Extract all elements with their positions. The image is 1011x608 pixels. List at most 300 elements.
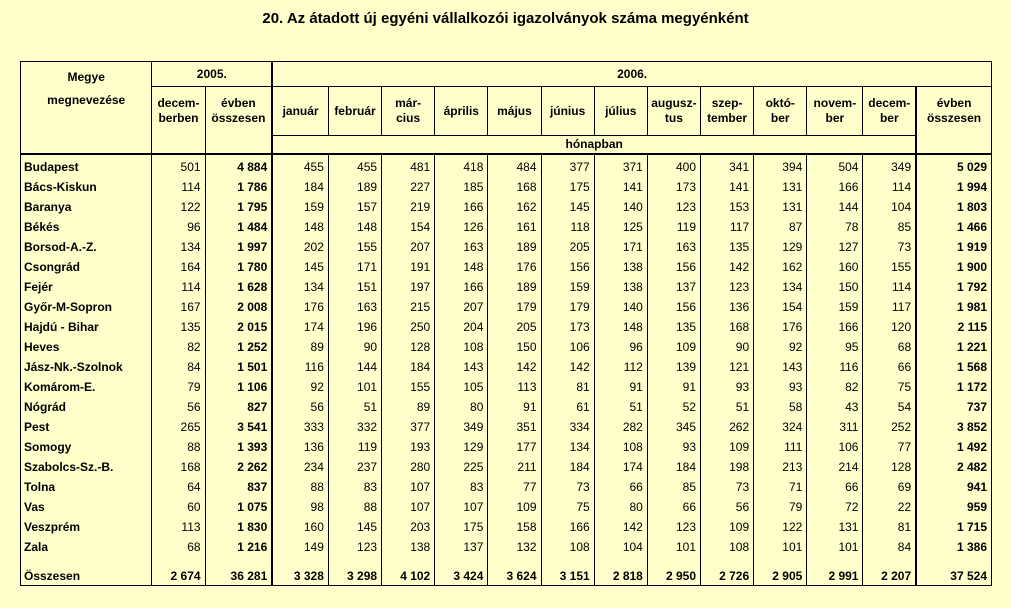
value-2006-total: 2 482 — [916, 457, 991, 477]
value-2006-total: 2 115 — [916, 317, 991, 337]
value-2006-month: 143 — [754, 357, 807, 377]
value-2006-month: 91 — [488, 397, 541, 417]
value-2006-month: 166 — [807, 317, 863, 337]
megye-header-line2: megnevezése — [47, 93, 126, 107]
value-2006-month: 138 — [594, 257, 647, 277]
value-2006-month: 332 — [328, 417, 381, 437]
month-header-12 — [863, 87, 916, 136]
value-2006-month: 156 — [647, 297, 700, 317]
value-2006-month: 52 — [647, 397, 700, 417]
value-2006-month: 66 — [807, 477, 863, 497]
value-2005-december: 88 — [152, 437, 205, 457]
value-2006-month: 154 — [382, 217, 435, 237]
value-2006-month: 345 — [647, 417, 700, 437]
value-2006-month: 484 — [488, 154, 541, 177]
county-name: Fejér — [21, 277, 152, 297]
value-2005-december: 68 — [152, 537, 205, 557]
value-2006-month: 184 — [541, 457, 594, 477]
value-2006-month: 349 — [863, 154, 916, 177]
month-header-7-line1: július — [605, 103, 637, 118]
value-2005-total: 837 — [205, 477, 272, 497]
value-2005-december: 134 — [152, 237, 205, 257]
value-2006-month: 184 — [272, 177, 328, 197]
month-header-2 — [328, 87, 381, 136]
value-2006-month: 150 — [488, 337, 541, 357]
value-2006-month: 101 — [647, 537, 700, 557]
value-2006-month: 81 — [541, 377, 594, 397]
value-2006-month: 173 — [541, 317, 594, 337]
table-row — [21, 517, 992, 537]
value-2005-december: 113 — [152, 517, 205, 537]
value-2006-month: 69 — [863, 477, 916, 497]
value-2006-month: 3 151 — [541, 557, 594, 586]
value-2006-month: 135 — [647, 317, 700, 337]
honapban-header: hónapban — [272, 136, 916, 155]
value-2006-month: 143 — [435, 357, 488, 377]
value-2005-total: 1 780 — [205, 257, 272, 277]
value-2006-total: 1 172 — [916, 377, 991, 397]
month-header-9 — [701, 87, 754, 136]
table-row — [21, 437, 992, 457]
value-2006-month: 219 — [382, 197, 435, 217]
value-2006-month: 128 — [863, 457, 916, 477]
value-2006-month: 215 — [382, 297, 435, 317]
value-2006-month: 117 — [863, 297, 916, 317]
value-2006-month: 377 — [382, 417, 435, 437]
value-2006-month: 51 — [594, 397, 647, 417]
table-row — [21, 337, 992, 357]
month-header-2-line1: február — [334, 103, 376, 118]
value-2006-month: 106 — [807, 437, 863, 457]
value-2006-month: 156 — [647, 257, 700, 277]
value-2006-month: 225 — [435, 457, 488, 477]
col-2005-december-header-line1: decem- — [157, 96, 200, 111]
value-2006-month: 171 — [328, 257, 381, 277]
value-2006-month: 89 — [382, 397, 435, 417]
table-row — [21, 397, 992, 417]
value-2006-total: 1 386 — [916, 537, 991, 557]
value-2006-month: 4 102 — [382, 557, 435, 586]
value-2006-month: 101 — [754, 537, 807, 557]
value-2006-month: 159 — [807, 297, 863, 317]
value-2006-month: 185 — [435, 177, 488, 197]
table-row — [21, 457, 992, 477]
value-2006-month: 123 — [328, 537, 381, 557]
value-2006-month: 136 — [272, 437, 328, 457]
value-2006-month: 134 — [272, 277, 328, 297]
value-2006-month: 250 — [382, 317, 435, 337]
county-name: Békés — [21, 217, 152, 237]
value-2006-month: 377 — [541, 154, 594, 177]
value-2005-total: 36 281 — [205, 557, 272, 586]
table-row — [21, 154, 992, 177]
col-2005-total-header — [205, 87, 272, 136]
value-2006-month: 145 — [272, 257, 328, 277]
value-2006-month: 93 — [647, 437, 700, 457]
table-row — [21, 297, 992, 317]
value-2006-month: 136 — [701, 297, 754, 317]
value-2006-month: 174 — [272, 317, 328, 337]
value-2006-month: 2 818 — [594, 557, 647, 586]
value-2006-month: 131 — [807, 517, 863, 537]
value-2006-month: 3 298 — [328, 557, 381, 586]
value-2006-month: 2 726 — [701, 557, 754, 586]
value-2006-total: 1 568 — [916, 357, 991, 377]
value-2005-total: 2 262 — [205, 457, 272, 477]
county-name: Pest — [21, 417, 152, 437]
col-2005-total-header-line2: összesen — [211, 111, 266, 126]
value-2005-december: 122 — [152, 197, 205, 217]
month-header-12-line1: decem- — [868, 96, 911, 110]
value-2006-month: 107 — [382, 497, 435, 517]
value-2006-month: 92 — [272, 377, 328, 397]
value-2006-month: 140 — [594, 297, 647, 317]
value-2005-total: 4 884 — [205, 154, 272, 177]
value-2005-december: 64 — [152, 477, 205, 497]
year-2006-header: 2006. — [272, 62, 991, 87]
value-2006-month: 175 — [435, 517, 488, 537]
value-2006-month: 158 — [488, 517, 541, 537]
table-row — [21, 277, 992, 297]
value-2006-month: 129 — [435, 437, 488, 457]
value-2006-month: 108 — [435, 337, 488, 357]
value-2006-month: 157 — [328, 197, 381, 217]
month-header-8 — [647, 87, 700, 136]
value-2006-month: 56 — [701, 497, 754, 517]
value-2006-month: 351 — [488, 417, 541, 437]
value-2006-month: 3 328 — [272, 557, 328, 586]
value-2006-month: 80 — [594, 497, 647, 517]
month-header-3-line1: már- — [395, 96, 422, 110]
value-2006-month: 2 207 — [863, 557, 916, 586]
value-2006-month: 75 — [541, 497, 594, 517]
month-header-12-line2: ber — [879, 111, 899, 125]
value-2006-month: 2 991 — [807, 557, 863, 586]
value-2006-month: 189 — [488, 237, 541, 257]
value-2005-total: 1 501 — [205, 357, 272, 377]
col-2006-total-header — [916, 87, 991, 136]
value-2006-month: 127 — [807, 237, 863, 257]
value-2006-month: 198 — [701, 457, 754, 477]
value-2006-month: 324 — [754, 417, 807, 437]
value-2006-month: 311 — [807, 417, 863, 437]
value-2006-month: 105 — [435, 377, 488, 397]
value-2005-december: 56 — [152, 397, 205, 417]
value-2005-total: 827 — [205, 397, 272, 417]
value-2006-month: 126 — [435, 217, 488, 237]
table-row — [21, 417, 992, 437]
value-2006-month: 77 — [863, 437, 916, 457]
header-blank-cell — [205, 136, 272, 155]
value-2006-month: 135 — [701, 237, 754, 257]
month-header-6 — [541, 87, 594, 136]
value-2006-month: 137 — [435, 537, 488, 557]
value-2006-month: 160 — [807, 257, 863, 277]
value-2006-month: 71 — [754, 477, 807, 497]
month-header-1 — [272, 87, 328, 136]
county-name: Hajdú - Bihar — [21, 317, 152, 337]
value-2006-month: 3 624 — [488, 557, 541, 586]
value-2006-month: 148 — [435, 257, 488, 277]
value-2006-month: 108 — [541, 537, 594, 557]
value-2006-month: 189 — [488, 277, 541, 297]
value-2006-month: 101 — [328, 377, 381, 397]
county-name: Baranya — [21, 197, 152, 217]
value-2006-month: 90 — [328, 337, 381, 357]
table-row — [21, 257, 992, 277]
value-2006-month: 155 — [382, 377, 435, 397]
value-2005-december: 60 — [152, 497, 205, 517]
value-2006-month: 112 — [594, 357, 647, 377]
value-2006-month: 93 — [754, 377, 807, 397]
value-2006-month: 179 — [488, 297, 541, 317]
value-2006-total: 941 — [916, 477, 991, 497]
table-row — [21, 217, 992, 237]
header-blank-cell — [152, 136, 205, 155]
value-2006-total: 1 900 — [916, 257, 991, 277]
value-2006-month: 87 — [754, 217, 807, 237]
county-name: Heves — [21, 337, 152, 357]
value-2006-month: 171 — [594, 237, 647, 257]
value-2006-month: 98 — [272, 497, 328, 517]
value-2005-total: 1 393 — [205, 437, 272, 457]
value-2006-total: 37 524 — [916, 557, 991, 586]
value-2006-month: 202 — [272, 237, 328, 257]
value-2006-month: 73 — [863, 237, 916, 257]
county-name: Budapest — [21, 154, 152, 177]
value-2005-total: 1 997 — [205, 237, 272, 257]
value-2006-month: 334 — [541, 417, 594, 437]
month-header-11-line1: novem- — [813, 96, 857, 110]
table-row — [21, 177, 992, 197]
value-2006-total: 1 919 — [916, 237, 991, 257]
value-2006-month: 138 — [594, 277, 647, 297]
value-2005-total: 3 541 — [205, 417, 272, 437]
value-2006-month: 134 — [754, 277, 807, 297]
value-2006-month: 108 — [701, 537, 754, 557]
value-2006-month: 2 950 — [647, 557, 700, 586]
value-2006-month: 138 — [382, 537, 435, 557]
value-2006-month: 197 — [382, 277, 435, 297]
month-header-1-line1: január — [282, 103, 319, 118]
value-2006-total: 1 715 — [916, 517, 991, 537]
value-2005-december: 2 674 — [152, 557, 205, 586]
value-2006-total: 1 803 — [916, 197, 991, 217]
value-2006-month: 142 — [488, 357, 541, 377]
table-row — [21, 237, 992, 257]
value-2006-month: 83 — [328, 477, 381, 497]
value-2006-month: 151 — [328, 277, 381, 297]
value-2006-month: 54 — [863, 397, 916, 417]
value-2005-total: 1 795 — [205, 197, 272, 217]
month-header-4 — [435, 87, 488, 136]
value-2006-month: 148 — [328, 217, 381, 237]
value-2006-month: 203 — [382, 517, 435, 537]
table-row — [21, 357, 992, 377]
value-2006-month: 129 — [754, 237, 807, 257]
col-2005-december-header-line2: berben — [158, 111, 199, 126]
table-row — [21, 197, 992, 217]
value-2006-month: 89 — [272, 337, 328, 357]
value-2006-month: 371 — [594, 154, 647, 177]
month-header-7 — [594, 87, 647, 136]
value-2006-month: 51 — [328, 397, 381, 417]
value-2006-month: 104 — [594, 537, 647, 557]
value-2006-month: 109 — [701, 517, 754, 537]
value-2006-month: 72 — [807, 497, 863, 517]
value-2006-month: 227 — [382, 177, 435, 197]
value-2006-month: 504 — [807, 154, 863, 177]
value-2006-month: 207 — [382, 237, 435, 257]
value-2006-month: 116 — [807, 357, 863, 377]
value-2005-december: 168 — [152, 457, 205, 477]
value-2006-month: 173 — [647, 177, 700, 197]
value-2006-month: 66 — [647, 497, 700, 517]
value-2006-month: 418 — [435, 154, 488, 177]
value-2006-month: 88 — [272, 477, 328, 497]
value-2005-total: 1 830 — [205, 517, 272, 537]
value-2006-month: 123 — [647, 517, 700, 537]
value-2006-month: 82 — [807, 377, 863, 397]
value-2006-month: 132 — [488, 537, 541, 557]
table-row — [21, 537, 992, 557]
value-2006-month: 168 — [488, 177, 541, 197]
megye-header-line1: Megye — [67, 70, 105, 84]
value-2006-month: 237 — [328, 457, 381, 477]
value-2006-month: 455 — [272, 154, 328, 177]
value-2005-december: 135 — [152, 317, 205, 337]
value-2006-month: 176 — [488, 257, 541, 277]
month-header-8-line1: augusz- — [651, 96, 697, 110]
county-name: Komárom-E. — [21, 377, 152, 397]
value-2006-month: 79 — [754, 497, 807, 517]
value-2006-month: 78 — [807, 217, 863, 237]
value-2006-month: 176 — [754, 317, 807, 337]
value-2006-total: 1 221 — [916, 337, 991, 357]
value-2006-month: 137 — [647, 277, 700, 297]
value-2006-month: 107 — [435, 497, 488, 517]
value-2006-month: 107 — [382, 477, 435, 497]
value-2005-total: 1 628 — [205, 277, 272, 297]
value-2005-total: 1 484 — [205, 217, 272, 237]
value-2006-month: 179 — [541, 297, 594, 317]
value-2006-month: 43 — [807, 397, 863, 417]
value-2006-month: 156 — [541, 257, 594, 277]
month-header-3 — [382, 87, 435, 136]
county-name: Összesen — [21, 557, 152, 586]
value-2006-month: 116 — [272, 357, 328, 377]
value-2005-total: 1 216 — [205, 537, 272, 557]
value-2006-month: 191 — [382, 257, 435, 277]
value-2006-month: 113 — [488, 377, 541, 397]
value-2006-month: 159 — [541, 277, 594, 297]
value-2006-total: 1 994 — [916, 177, 991, 197]
value-2006-month: 2 905 — [754, 557, 807, 586]
month-header-11 — [807, 87, 863, 136]
value-2006-month: 85 — [647, 477, 700, 497]
value-2006-month: 160 — [272, 517, 328, 537]
value-2006-month: 184 — [647, 457, 700, 477]
value-2006-month: 162 — [488, 197, 541, 217]
county-name: Nógrád — [21, 397, 152, 417]
value-2006-month: 73 — [541, 477, 594, 497]
value-2006-month: 106 — [541, 337, 594, 357]
col-2006-total-header-line2: összesen — [927, 111, 982, 126]
value-2006-month: 145 — [541, 197, 594, 217]
data-table — [20, 61, 992, 586]
month-header-6-line1: június — [549, 103, 586, 118]
month-header-11-line2: ber — [825, 111, 845, 125]
value-2006-month: 204 — [435, 317, 488, 337]
value-2006-month: 349 — [435, 417, 488, 437]
month-header-9-line1: szep- — [711, 96, 743, 110]
value-2006-month: 196 — [328, 317, 381, 337]
value-2006-month: 193 — [382, 437, 435, 457]
value-2006-month: 68 — [863, 337, 916, 357]
value-2006-month: 174 — [594, 457, 647, 477]
value-2006-month: 77 — [488, 477, 541, 497]
value-2006-month: 234 — [272, 457, 328, 477]
value-2006-month: 455 — [328, 154, 381, 177]
value-2006-total: 1 981 — [916, 297, 991, 317]
value-2006-month: 92 — [754, 337, 807, 357]
value-2006-month: 108 — [594, 437, 647, 457]
value-2005-december: 501 — [152, 154, 205, 177]
value-2005-total: 2 015 — [205, 317, 272, 337]
month-header-3-line2: cius — [396, 111, 421, 125]
value-2006-month: 51 — [701, 397, 754, 417]
value-2006-month: 148 — [594, 317, 647, 337]
value-2006-month: 400 — [647, 154, 700, 177]
value-2006-month: 205 — [488, 317, 541, 337]
value-2006-month: 159 — [272, 197, 328, 217]
value-2005-december: 114 — [152, 177, 205, 197]
value-2006-month: 109 — [488, 497, 541, 517]
value-2006-month: 101 — [807, 537, 863, 557]
value-2006-total: 1 792 — [916, 277, 991, 297]
value-2006-month: 145 — [328, 517, 381, 537]
value-2006-month: 73 — [701, 477, 754, 497]
value-2006-month: 207 — [435, 297, 488, 317]
value-2006-month: 142 — [541, 357, 594, 377]
value-2006-month: 123 — [701, 277, 754, 297]
value-2006-month: 163 — [647, 237, 700, 257]
value-2006-month: 56 — [272, 397, 328, 417]
value-2006-month: 282 — [594, 417, 647, 437]
value-2006-month: 22 — [863, 497, 916, 517]
county-name: Zala — [21, 537, 152, 557]
month-header-4-line1: április — [443, 103, 479, 118]
value-2006-month: 109 — [647, 337, 700, 357]
county-name: Borsod-A.-Z. — [21, 237, 152, 257]
value-2006-month: 163 — [328, 297, 381, 317]
col-2005-december-header — [152, 87, 205, 136]
value-2006-month: 66 — [863, 357, 916, 377]
value-2006-month: 91 — [594, 377, 647, 397]
value-2006-month: 161 — [488, 217, 541, 237]
col-2005-total-header-line1: évben — [221, 96, 256, 111]
value-2005-december: 84 — [152, 357, 205, 377]
value-2006-month: 205 — [541, 237, 594, 257]
value-2006-month: 155 — [328, 237, 381, 257]
page-title: 20. Az átadott új egyéni vállalkozói igazolványok száma megyénként — [262, 10, 749, 27]
value-2006-month: 139 — [647, 357, 700, 377]
value-2006-month: 176 — [272, 297, 328, 317]
value-2006-month: 252 — [863, 417, 916, 437]
value-2006-month: 131 — [754, 177, 807, 197]
value-2006-month: 262 — [701, 417, 754, 437]
value-2005-december: 265 — [152, 417, 205, 437]
